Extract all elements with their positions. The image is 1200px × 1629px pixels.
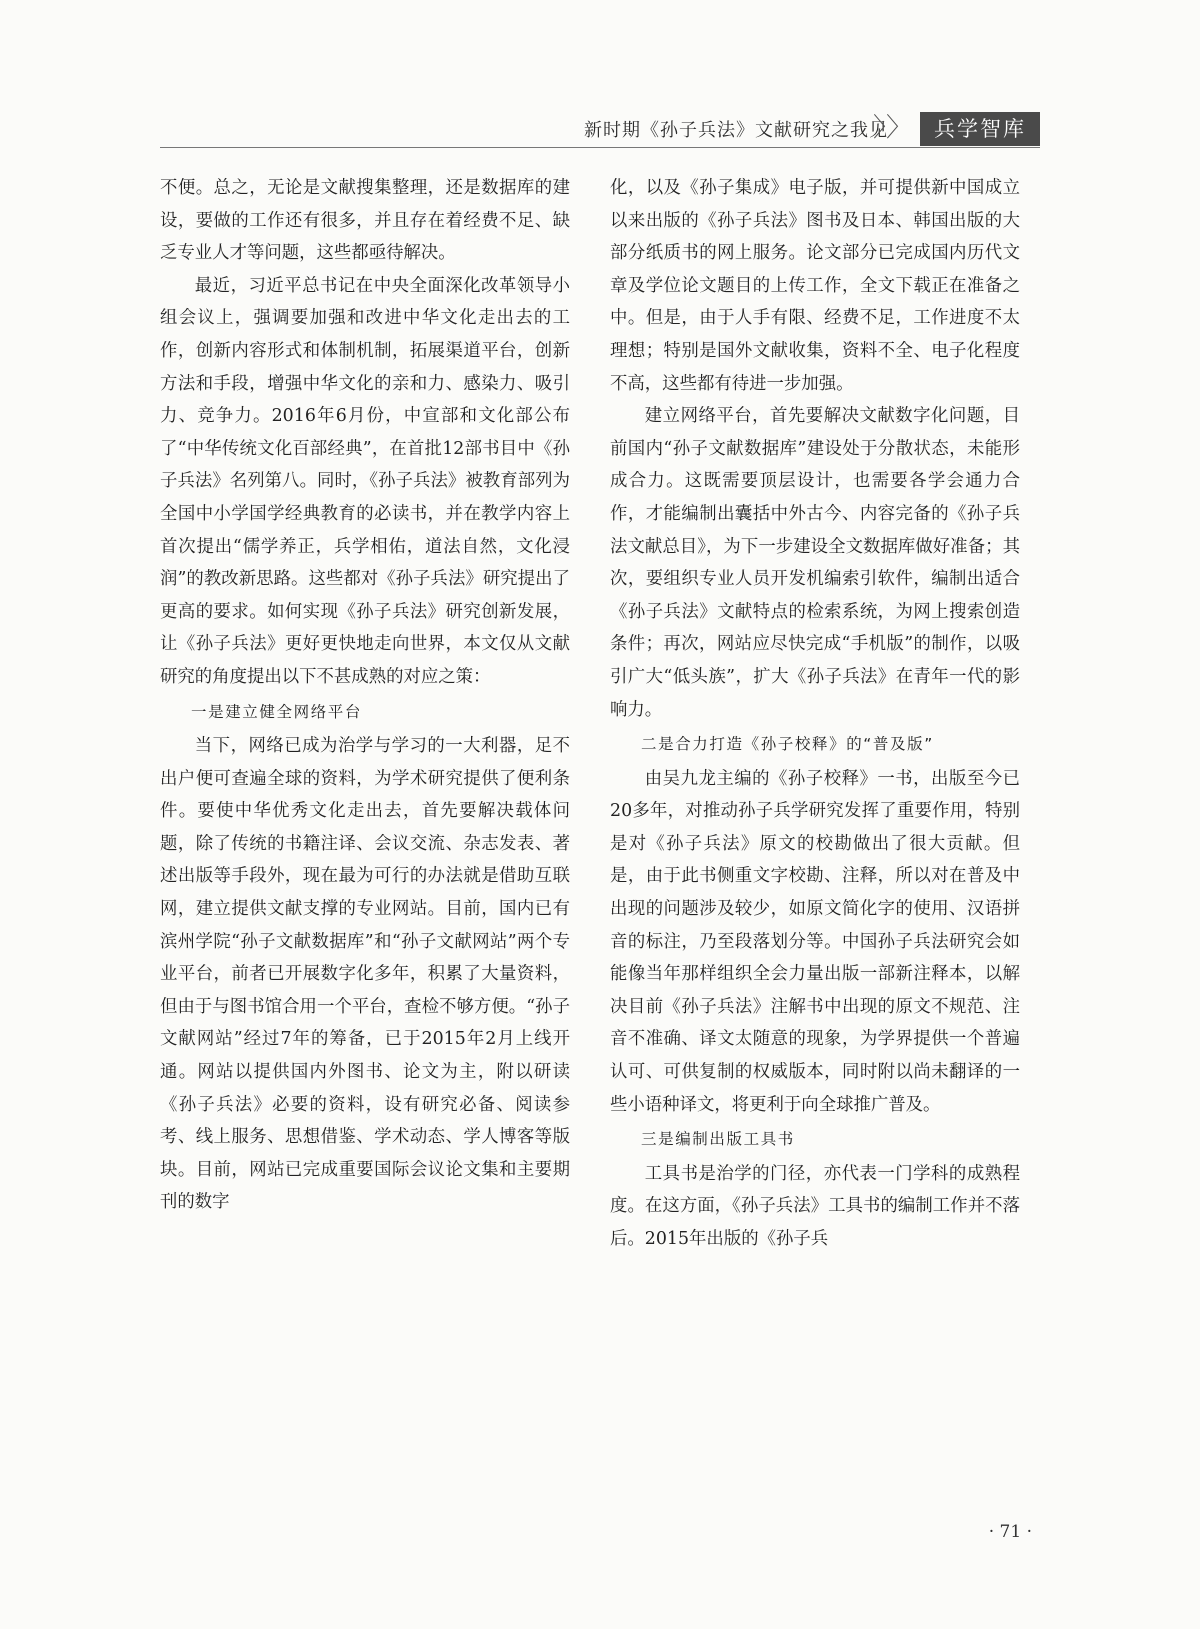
section-badge: 兵学智库 [920,112,1040,146]
paragraph: 建立网络平台，首先要解决文献数字化问题，目前国内“孙子文献数据库”建设处于分散状态，未能形成合力。这既需要顶层设计，也需要各学会通力合作，才能编制出囊括中外古今、内容完备的《孙子兵法文献总目》，为下一步建设全文数据库做好准备；其次，要组织专业人员开发机编索引软件，编制出适合《孙子兵法》文献特点的检索系统，为网上搜索创造条件；再次，网站应尽快完成“手机版”的制作，以吸引广大“低头族”，扩大《孙子兵法》在青年一代的影响力。 [610,406,1020,720]
section-heading: 一是建立健全网络平台 [191,702,363,721]
paragraph: 化，以及《孙子集成》电子版，并可提供新中国成立以来出版的《孙子兵法》图书及日本、韩国出版的大部分纸质书的网上服务。论文部分已完成国内历代文章及学位论文题目的上传工作，全文下载正在准备之中。但是，由于人手有限、经费不足，工作进度不太理想；特别是国外文献收集，资料不全、电子化程度不高，这些都有待进一步加强。 [610,178,1020,394]
paragraph: 最近，习近平总书记在中央全面深化改革领导小组会议上，强调要加强和改进中华文化走出去的工作，创新内容形式和体制机制，拓展渠道平台，创新方法和手段，增强中华文化的亲和力、感染力、吸引力、竞争力。2016年6月份，中宣部和文化部公布了“中华传统文化百部经典”，在首批12部书目中《孙子兵法》名列第八。同时，《孙子兵法》被教育部列为全国中小学国学经典教育的必读书，并在教学内容上首次提出“儒学养正，兵学相佑，道法自然，文化浸润”的教改新思路。这些都对《孙子兵法》研究提出了更高的要求。如何实现《孙子兵法》研究创新发展，让《孙子兵法》更好更快地走向世界，本文仅从文献研究的角度提出以下不甚成熟的对应之策： [160,275,570,687]
left-column [160,172,570,1219]
section-heading: 三是编制出版工具书 [641,1130,795,1149]
paragraph: 不便。总之，无论是文献搜集整理，还是数据库的建设，要做的工作还有很多，并且存在着经费不足、缺乏专业人才等问题，这些都亟待解决。 [160,178,570,264]
paragraph: 工具书是治学的门径，亦代表一门学科的成熟程度。在这方面，《孙子兵法》工具书的编制工作并不落后。2015年出版的《孙子兵 [610,1163,1020,1249]
paragraph: 由吴九龙主编的《孙子校释》一书，出版至今已20多年，对推动孙子兵学研究发挥了重要作用，特别是对《孙子兵法》原文的校勘做出了很大贡献。但是，由于此书侧重文字校勘、注释，所以对在普及中出现的问题涉及较少，如原文简化字的使用、汉语拼音的标注，乃至段落划分等。中国孙子兵法研究会如能像当年那样组织全会力量出版一部新注释本，以解决目前《孙子兵法》注解书中出现的原文不规范、注音不准确、译文太随意的现象，为学界提供一个普遍认可、可供复制的权威版本，同时附以尚未翻译的一些小语种译文，将更利于向全球推广普及。 [610,768,1020,1115]
running-title: 新时期《孙子兵法》文献研究之我见 [584,120,888,141]
running-header [160,112,1040,146]
page-number: · 71 · [988,1522,1032,1542]
paragraph: 当下，网络已成为治学与学习的一大利器，足不出户便可查遍全球的资料，为学术研究提供了便利条件。要使中华优秀文化走出去，首先要解决载体问题，除了传统的书籍注译、会议交流、杂志发表、著述出版等手段外，现在最为可行的办法就是借助互联网，建立提供文献支撑的专业网站。目前，国内已有滨州学院“孙子文献数据库”和“孙子文献网站”两个专业平台，前者已开展数字化多年，积累了大量资料，但由于与图书馆合用一个平台，查检不够方便。“孙子文献网站”经过7年的筹备，已于2015年2月上线开通。网站以提供国内外图书、论文为主，附以研读《孙子兵法》必要的资料，设有研究必备、阅读参考、线上服务、思想借鉴、学术动态、学人博客等版块。目前，网站已完成重要国际会议论文集和主要期刊的数字 [160,736,570,1213]
section-heading: 二是合力打造《孙子校释》的“普及版” [641,735,934,754]
chevron-icon: 〉〉 [872,113,912,143]
right-column [610,172,1020,1256]
header-divider [160,147,1040,148]
